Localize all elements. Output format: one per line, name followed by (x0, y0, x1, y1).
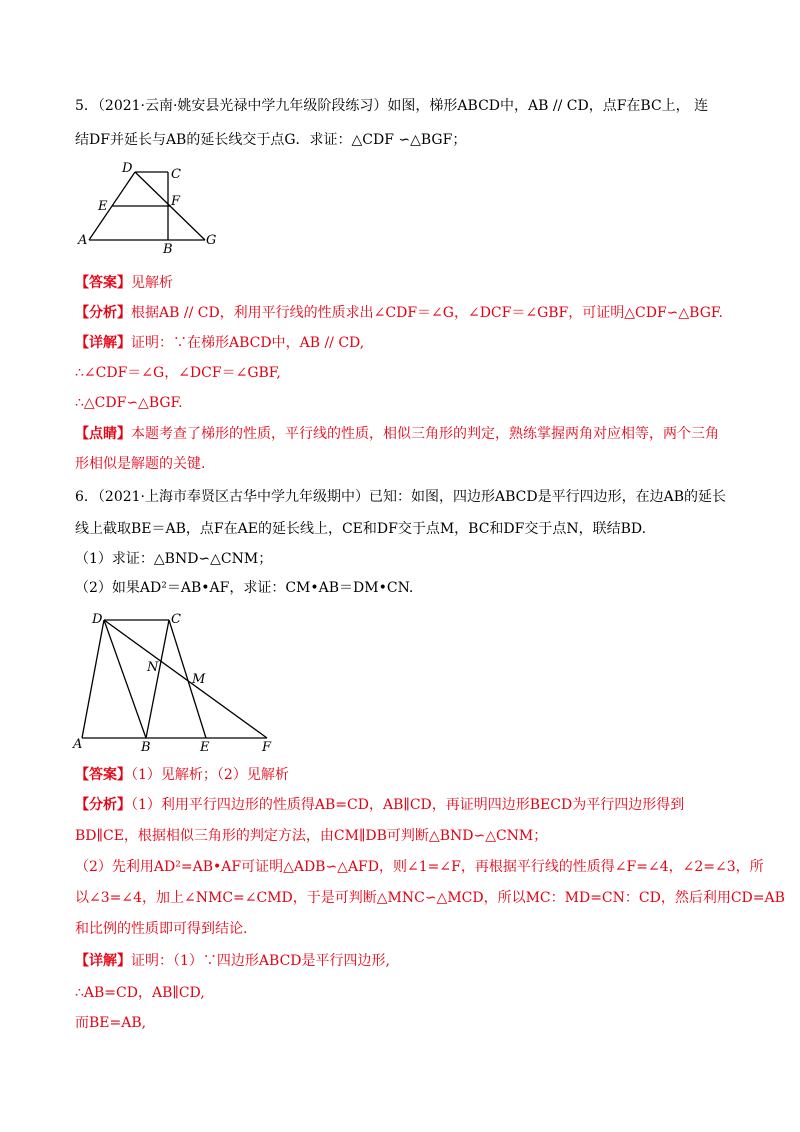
q5-label-F: F (171, 194, 181, 209)
q5-label-B: B (163, 242, 173, 255)
q5-detail-line: ∴∠CDF＝∠G，∠DCF＝∠GBF, (75, 365, 281, 381)
q6-label-D: D (92, 612, 103, 627)
q5-analysis (75, 303, 723, 323)
q5-analysis-text: 根据AB // CD，利用平行线的性质求出∠CDF＝∠G，∠DCF＝∠GBF，可证明△CDF∽△BGF. (131, 305, 723, 321)
q5-detail-tag: 【详解】 (75, 335, 131, 351)
q6-label-B: B (141, 740, 151, 755)
q5-comment (75, 424, 719, 444)
q6-detail (75, 951, 390, 971)
q6-label-E: E (200, 740, 210, 755)
q6-analysis-tag: 【分析】 (75, 797, 131, 813)
q5-stem-line1: 5．（2021·云南·姚安县光禄中学九年级阶段练习）如图，梯形ABCD中，AB // CD，点F在BC上， 连 (75, 98, 709, 114)
q5-analysis-tag: 【分析】 (75, 305, 131, 321)
q6-label-C: C (171, 612, 181, 627)
q5-detail (75, 333, 364, 353)
q5-detail-line: 证明：∵在梯形ABCD中，AB // CD, (131, 335, 365, 351)
q5-answer-text: 见解析 (131, 275, 173, 291)
q6-analysis-line: （2）先利用AD²=AB•AF可证明△ADB∽△AFD，则∠1=∠F，再根据平行线的性质得∠F=∠4，∠2=∠3，所 (75, 859, 764, 875)
q5-label-C: C (171, 167, 181, 182)
q6-answer-text: （1）见解析；（2）见解析 (131, 767, 289, 783)
q6-part1: （1）求证：△BND∽△CNM； (75, 551, 273, 567)
q6-part2: （2）如果AD²＝AB•AF，求证：CM•AB＝DM•CN. (75, 580, 414, 596)
q5-comment-tag: 【点睛】 (75, 426, 131, 442)
q6-answer-tag: 【答案】 (75, 767, 131, 783)
q6-label-F: F (262, 740, 272, 755)
q6-analysis-line: 和比例的性质即可得到结论. (75, 921, 248, 937)
q6-analysis (75, 795, 684, 815)
q6-stem-line1: 6．（2021·上海市奉贤区古华中学九年级期中）已知：如图，四边形ABCD是平行四边形，在边AB的延长 (75, 489, 726, 505)
q5-comment-line2: 形相似是解题的关键. (75, 456, 206, 472)
q6-label-M: M (192, 672, 206, 687)
q6-detail-first: 证明：（1）∵四边形ABCD是平行四边形, (131, 953, 390, 969)
q5-label-D: D (122, 161, 133, 176)
q5-stem-line2: 结DF并延长与AB的延长线交于点G．求证：△CDF ∽△BGF； (75, 132, 467, 148)
q5-comment-text: 本题考查了梯形的性质，平行线的性质，相似三角形的判定，熟练掌握两角对应相等，两个三角 (131, 426, 719, 442)
q6-analysis-line: BD∥CE，根据相似三角形的判定方法，由CM∥DB可判断△BND∽△CNM； (75, 828, 548, 844)
q6-parallelogram-figure (70, 605, 280, 755)
q5-label-A: A (78, 233, 88, 248)
q5-label-E: E (98, 199, 108, 214)
q6-detail-tag: 【详解】 (75, 953, 131, 969)
q5-detail-line: ∴△CDF∽△BGF. (75, 395, 183, 411)
q6-analysis-line: 以∠3=∠4，加上∠NMC=∠CMD，于是可判断△MNC∽△MCD，所以MC：MD=CN：CD，然后利用CD=AB (75, 890, 785, 906)
q6-detail-line: 而BE=AB, (75, 1015, 147, 1031)
q6-stem-line2: 线上截取BE＝AB，点F在AE的延长线上，CE和DF交于点M，BC和DF交于点N，联结BD. (75, 521, 647, 537)
q5-label-G: G (206, 233, 217, 248)
q6-label-A: A (73, 737, 83, 752)
q6-answer (75, 765, 289, 785)
q6-analysis-line: （1）利用平行四边形的性质得AB=CD，AB∥CD，再证明四边形BECD为平行四边形得到 (131, 797, 685, 813)
q5-trapezoid-figure (70, 160, 230, 255)
q6-label-N: N (147, 660, 159, 675)
q5-answer-tag: 【答案】 (75, 275, 131, 291)
q5-answer (75, 273, 173, 293)
q6-detail-line: ∴AB=CD，AB∥CD, (75, 985, 205, 1001)
